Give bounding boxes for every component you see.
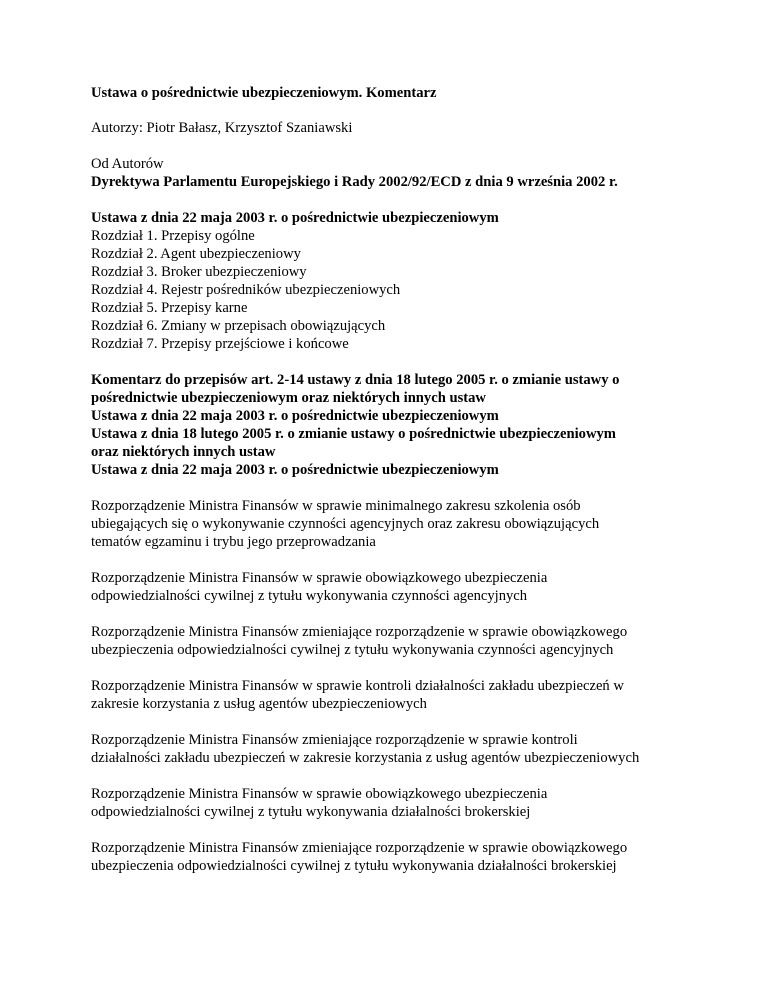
regulation-item	[91, 623, 731, 659]
regulation-item	[91, 785, 731, 821]
chapter-item: Rozdział 4. Rejestr pośredników ubezpieczeniowych	[91, 282, 401, 298]
act-2003-block	[91, 209, 731, 353]
directive-heading: Dyrektywa Parlamentu Europejskiego i Rady 2002/92/ECD z dnia 9 września 2002 r.	[91, 174, 618, 190]
act-2003-heading: Ustawa z dnia 22 maja 2003 r. o pośrednictwie ubezpieczeniowym	[91, 210, 499, 226]
regulation-line: Rozporządzenie Ministra Finansów zmieniające rozporządzenie w sprawie obowiązkowego	[91, 840, 628, 856]
regulation-line: tematów egzaminu i trybu jego przeprowadzania	[91, 534, 376, 550]
commentary-line: Ustawa z dnia 18 lutego 2005 r. o zmianie ustawy o pośrednictwie ubezpieczeniowym	[91, 426, 616, 442]
authors-block	[91, 119, 731, 137]
regulation-line: Rozporządzenie Ministra Finansów w sprawie kontroli działalności zakładu ubezpieczeń w	[91, 678, 624, 694]
commentary-line: pośrednictwie ubezpieczeniowym oraz niektórych innych ustaw	[91, 390, 486, 406]
commentary-line: Komentarz do przepisów art. 2-14 ustawy z dnia 18 lutego 2005 r. o zmianie ustawy o	[91, 372, 620, 388]
preface-block	[91, 155, 731, 191]
chapter-item: Rozdział 5. Przepisy karne	[91, 300, 248, 316]
document-title	[91, 84, 731, 102]
chapter-item: Rozdział 6. Zmiany w przepisach obowiązujących	[91, 318, 386, 334]
chapter-item: Rozdział 7. Przepisy przejściowe i końcowe	[91, 336, 349, 352]
commentary-line: oraz niektórych innych ustaw	[91, 444, 276, 460]
document-page	[91, 84, 731, 893]
commentary-line: Ustawa z dnia 22 maja 2003 r. o pośrednictwie ubezpieczeniowym	[91, 462, 499, 478]
title-text: Ustawa o pośrednictwie ubezpieczeniowym. Komentarz	[91, 85, 437, 101]
regulation-item	[91, 677, 731, 713]
regulation-line: zakresie korzystania z usług agentów ubezpieczeniowych	[91, 696, 427, 712]
regulation-line: Rozporządzenie Ministra Finansów zmieniające rozporządzenie w sprawie kontroli	[91, 732, 578, 748]
preface-label: Od Autorów	[91, 156, 164, 172]
regulation-line: Rozporządzenie Ministra Finansów zmieniające rozporządzenie w sprawie obowiązkowego	[91, 624, 628, 640]
chapter-item: Rozdział 3. Broker ubezpieczeniowy	[91, 264, 307, 280]
regulation-line: Rozporządzenie Ministra Finansów w sprawie obowiązkowego ubezpieczenia	[91, 786, 548, 802]
regulation-line: odpowiedzialności cywilnej z tytułu wykonywania czynności agencyjnych	[91, 588, 528, 604]
regulation-line: ubezpieczenia odpowiedzialności cywilnej z tytułu wykonywania działalności brokerskiej	[91, 858, 617, 874]
authors-text: Autorzy: Piotr Bałasz, Krzysztof Szaniawski	[91, 120, 353, 136]
regulation-line: ubezpieczenia odpowiedzialności cywilnej z tytułu wykonywania czynności agencyjnych	[91, 642, 614, 658]
chapter-item: Rozdział 2. Agent ubezpieczeniowy	[91, 246, 301, 262]
regulation-item	[91, 839, 731, 875]
regulation-line: ubiegających się o wykonywanie czynności agencyjnych oraz zakresu obowiązujących	[91, 516, 600, 532]
commentary-block	[91, 371, 731, 479]
regulation-item	[91, 731, 731, 767]
regulation-line: odpowiedzialności cywilnej z tytułu wykonywania działalności brokerskiej	[91, 804, 531, 820]
regulation-item	[91, 497, 731, 551]
regulation-line: działalności zakładu ubezpieczeń w zakresie korzystania z usług agentów ubezpieczeniowych	[91, 750, 640, 766]
regulation-item	[91, 569, 731, 605]
regulation-line: Rozporządzenie Ministra Finansów w sprawie minimalnego zakresu szkolenia osób	[91, 498, 581, 514]
commentary-line: Ustawa z dnia 22 maja 2003 r. o pośrednictwie ubezpieczeniowym	[91, 408, 499, 424]
regulation-line: Rozporządzenie Ministra Finansów w sprawie obowiązkowego ubezpieczenia	[91, 570, 548, 586]
chapter-item: Rozdział 1. Przepisy ogólne	[91, 228, 255, 244]
